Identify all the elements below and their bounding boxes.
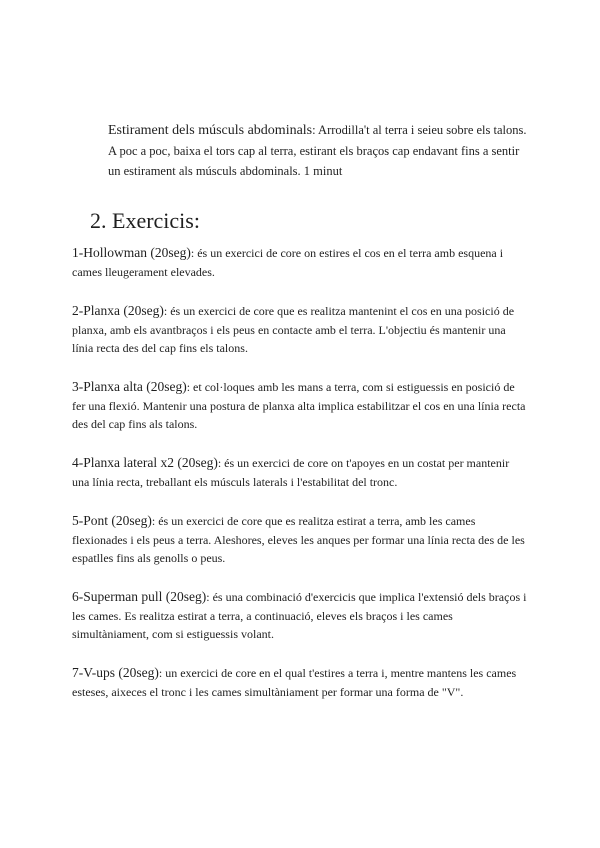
exercise-item — [72, 244, 528, 281]
exercise-title: 5-Pont (20seg) — [72, 513, 152, 528]
intro-text: : Arrodilla't al terra i seieu sobre els talons. A poc a poc, baixa el tors cap al terra, estirant els braços cap endavant fins a sentir un estirament als músculs abdominals. 1 minut — [108, 123, 527, 178]
section-heading: 2. Exercicis: — [90, 208, 200, 233]
exercise-item — [72, 588, 528, 644]
exercise-text: : és un exercici de core on t'apoyes en un costat per mantenir una línia recta, treballant els músculs laterals i l'estabilitat del tronc. — [72, 456, 510, 489]
exercise-text: : és una combinació d'exercicis que implica l'extensió dels braços i les cames. Es realitza estirat a terra, a continuació, eleves els braços i les cames simultàniament, com si estiguessis volant. — [72, 590, 527, 642]
exercise-title: 6-Superman pull (20seg) — [72, 589, 207, 604]
exercise-item — [72, 664, 528, 701]
intro-paragraph — [108, 120, 528, 181]
exercise-item — [72, 302, 528, 358]
exercise-text: : és un exercici de core que es realitza estirat a terra, amb les cames flexionades i els peus a terra. Aleshores, eleves les anques per formar una línia recta des de les espatlles fins als genolls o peus. — [72, 514, 525, 566]
exercise-item — [72, 454, 528, 491]
intro-title: Estirament dels músculs abdominals — [108, 123, 313, 138]
exercise-text: : et col·loques amb les mans a terra, com si estiguessis en posició de fer una flexió. Mantenir una postura de planxa alta implica estabilitzar el cos en una línia recta des del cap fins als talons. — [72, 380, 526, 432]
exercise-text: : és un exercici de core on estires el cos en el terra amb esquena i cames lleugerament elevades. — [72, 246, 504, 279]
exercise-title: 2-Planxa (20seg) — [72, 303, 164, 318]
exercise-title: 1-Hollowman (20seg) — [72, 245, 191, 260]
exercise-title: 7-V-ups (20seg) — [72, 665, 159, 680]
exercise-text: : un exercici de core en el qual t'estires a terra i, mentre mantens les cames esteses, aixeces el tronc i les cames simultàniament per formar una forma de "V". — [72, 666, 517, 699]
exercise-item — [72, 378, 528, 434]
exercise-text: : és un exercici de core que es realitza mantenint el cos en una posició de planxa, amb els avantbraços i els peus en contacte amb el terra. L'objectiu és mantenir una línia recta des del cap fins els talons. — [72, 304, 515, 356]
exercise-title: 4-Planxa lateral x2 (20seg) — [72, 455, 218, 470]
exercise-item — [72, 512, 528, 568]
exercise-title: 3-Planxa alta (20seg) — [72, 379, 187, 394]
